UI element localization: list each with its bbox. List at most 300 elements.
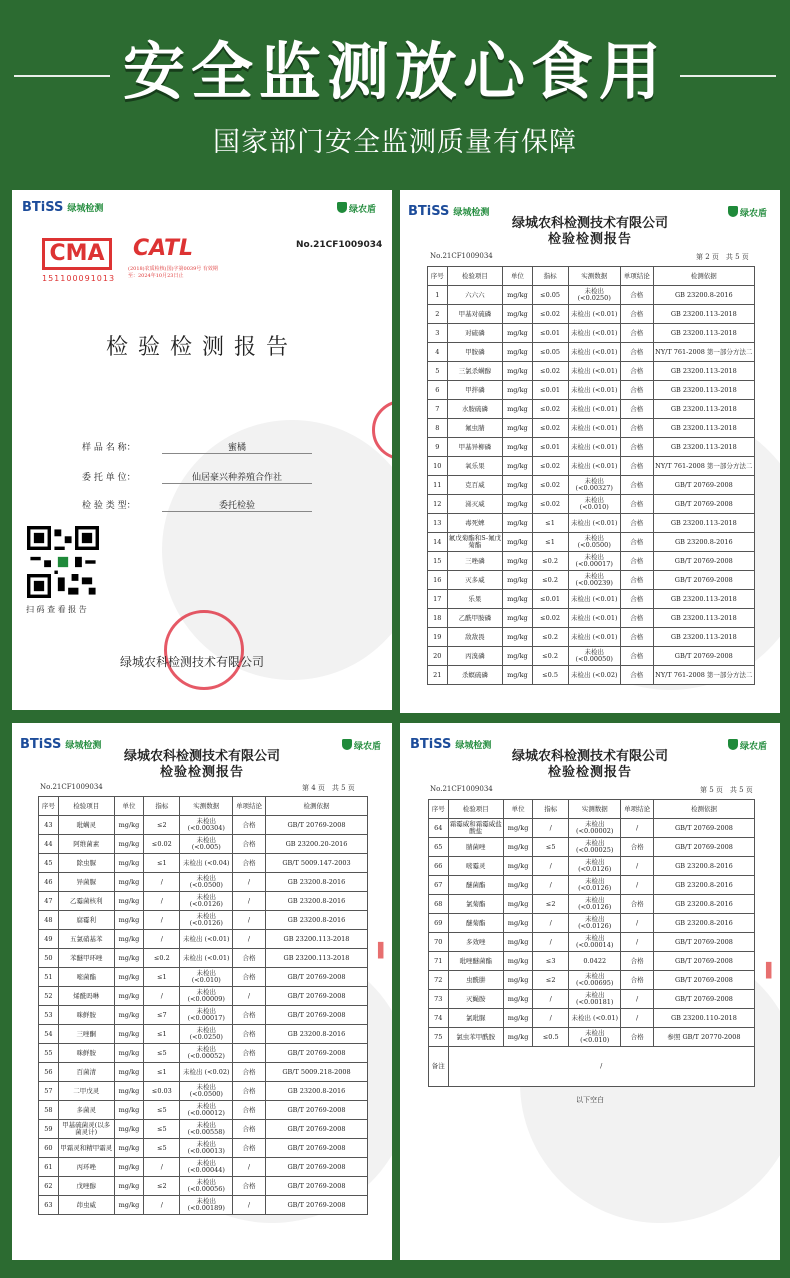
table-cell: GB/T 20769-2008 <box>265 1139 367 1158</box>
table-cell: mg/kg <box>114 892 144 911</box>
table-header-row <box>39 797 368 816</box>
table-cell: GB/T 20769-2008 <box>653 952 754 971</box>
table-cell: 氯虫苯甲酰胺 <box>448 1028 503 1047</box>
table-cell: mg/kg <box>114 1082 144 1101</box>
table-cell: mg/kg <box>503 1028 532 1047</box>
table-cell: 未检出 (<0.00025) <box>569 838 621 857</box>
table-cell: 合格 <box>233 1082 266 1101</box>
table-cell: ≤7 <box>144 1006 180 1025</box>
cover-company: 绿城农科检测技术有限公司 <box>120 655 265 669</box>
table-cell: 未检出 (<0.01) <box>568 400 620 419</box>
table-cell: mg/kg <box>114 1196 144 1215</box>
table-cell: 72 <box>429 971 449 990</box>
table-cell: 吡唑醚菌酯 <box>448 952 503 971</box>
table-cell: 合格 <box>620 362 653 381</box>
table-row <box>428 381 755 400</box>
table-cell: GB 23200.113-2018 <box>653 305 754 324</box>
table-cell: / <box>533 933 569 952</box>
cover-title: 检验检测报告 <box>105 335 298 360</box>
table-cell: / <box>533 876 569 895</box>
table-cell: 未检出 (<0.04) <box>180 854 233 873</box>
table-cell: ≤0.02 <box>532 457 568 476</box>
table-cell: 0.0422 <box>569 952 621 971</box>
table-cell: GB/T 20769-2008 <box>653 838 754 857</box>
table-cell: / <box>621 990 654 1009</box>
table-cell: 9 <box>428 438 448 457</box>
table-cell: 未检出 (<0.01) <box>568 362 620 381</box>
table-cell: 4 <box>428 343 448 362</box>
lvnongdun-logo: 绿农盾 <box>728 739 767 752</box>
table-row <box>429 819 755 838</box>
table-cell: 70 <box>429 933 449 952</box>
table-cell: 74 <box>429 1009 449 1028</box>
table-cell: mg/kg <box>503 533 532 552</box>
table-cell: 杀螟硫磷 <box>447 666 503 685</box>
table-cell: 合格 <box>620 381 653 400</box>
report-company: 绿城农科检测技术有限公司 <box>511 749 668 764</box>
table-cell: 合格 <box>621 838 654 857</box>
table-cell: 丙溴磷 <box>447 647 503 666</box>
table-cell: mg/kg <box>114 1101 144 1120</box>
table-cell: 合格 <box>620 286 653 305</box>
table-cell: mg/kg <box>114 1120 144 1139</box>
table-row <box>428 286 755 305</box>
table-row <box>428 400 755 419</box>
table-cell: 灭多威 <box>447 571 503 590</box>
table-cell: / <box>621 857 654 876</box>
table-cell: ≤5 <box>533 838 569 857</box>
table-cell: mg/kg <box>503 819 532 838</box>
table-row <box>428 533 755 552</box>
table-cell: 甲霜灵和精甲霜灵 <box>58 1139 114 1158</box>
cover-report-number: No.21CF1009034 <box>296 240 383 250</box>
table-row <box>39 1006 368 1025</box>
table-header-row <box>428 267 755 286</box>
table-cell: 未检出 (<0.01) <box>569 1009 621 1028</box>
table-cell: 未检出 (<0.02) <box>180 1063 233 1082</box>
table-cell: GB 23200.8-2016 <box>265 873 367 892</box>
table-cell: GB 23200.113-2018 <box>653 628 754 647</box>
table-cell: 合格 <box>620 533 653 552</box>
table-cell: / <box>533 819 569 838</box>
shield-icon <box>337 202 347 213</box>
column-header: 实测数据 <box>568 267 620 286</box>
table-cell: / <box>533 1009 569 1028</box>
table-cell: mg/kg <box>114 930 144 949</box>
table-cell: ≤5 <box>144 1120 180 1139</box>
table-cell: mg/kg <box>114 1044 144 1063</box>
table-cell: GB/T 20769-2008 <box>653 933 754 952</box>
table-cell: GB 23200.113-2018 <box>265 949 367 968</box>
table-cell: mg/kg <box>114 1025 144 1044</box>
table-cell: mg/kg <box>114 1177 144 1196</box>
table-cell: mg/kg <box>114 949 144 968</box>
table-cell: 氟戊菊酯和S-氟戊菊酯 <box>447 533 503 552</box>
table-row <box>428 666 755 685</box>
column-header: 单项结论 <box>620 267 653 286</box>
blank-below-note: 以下空白 <box>576 1096 604 1104</box>
page-number: 第 5 页 共 5 页 <box>700 786 753 794</box>
table-cell: GB 23200.8-2016 <box>653 895 754 914</box>
table-cell: 多效唑 <box>448 933 503 952</box>
table-row <box>429 933 755 952</box>
table-cell: 63 <box>39 1196 59 1215</box>
table-row <box>428 590 755 609</box>
table-cell: ≤0.2 <box>144 949 180 968</box>
table-row <box>429 990 755 1009</box>
btiss-logo: BTiSS 绿城检测 <box>410 737 492 752</box>
table-cell: 虫酰肼 <box>448 971 503 990</box>
table-cell: 毒死蜱 <box>447 514 503 533</box>
table-cell: mg/kg <box>503 476 532 495</box>
table-cell: / <box>533 914 569 933</box>
table-cell: mg/kg <box>503 895 532 914</box>
table-cell: GB 23200.8-2016 <box>265 892 367 911</box>
table-cell: ≤0.02 <box>532 609 568 628</box>
table-cell: mg/kg <box>503 933 532 952</box>
table-cell: mg/kg <box>114 911 144 930</box>
table-cell: 未检出 (<0.010) <box>568 495 620 514</box>
table-cell: GB/T 20769-2008 <box>653 495 754 514</box>
table-cell: mg/kg <box>503 952 532 971</box>
table-cell: 合格 <box>620 324 653 343</box>
table-cell: 15 <box>428 552 448 571</box>
header-banner <box>0 0 790 190</box>
table-cell: GB 23200.8-2016 <box>265 1025 367 1044</box>
table-cell: 氧乐果 <box>447 457 503 476</box>
table-cell: GB/T 5009.218-2008 <box>265 1063 367 1082</box>
table-cell: mg/kg <box>114 987 144 1006</box>
table-cell: 合格 <box>233 1139 266 1158</box>
table-row <box>429 1028 755 1047</box>
table-cell: 未检出 (<0.0500) <box>180 873 233 892</box>
table-row <box>429 895 755 914</box>
table-cell: 未检出 (<0.0250) <box>568 286 620 305</box>
table-row <box>39 911 368 930</box>
table-cell: GB 23200.8-2016 <box>653 914 754 933</box>
table-row <box>39 1177 368 1196</box>
table-cell: 未检出 (<0.02) <box>568 666 620 685</box>
table-cell: GB/T 20769-2008 <box>265 816 367 835</box>
table-cell: mg/kg <box>503 400 532 419</box>
table-cell: GB 23200.8-2016 <box>653 286 754 305</box>
report-title: 检验检测报告 <box>547 765 632 780</box>
table-cell: 合格 <box>621 895 654 914</box>
table-cell: ≤0.01 <box>532 438 568 457</box>
table-cell: 未检出 (<0.01) <box>180 930 233 949</box>
table-cell: mg/kg <box>503 971 532 990</box>
table-cell: ≤0.2 <box>532 628 568 647</box>
table-cell: GB 23200.113-2018 <box>653 381 754 400</box>
table-cell: 五氯硝基苯 <box>58 930 114 949</box>
table-cell: GB 23200.113-2018 <box>653 419 754 438</box>
table-cell: 茚虫威 <box>58 1196 114 1215</box>
table-cell: 未检出 (<0.00017) <box>568 552 620 571</box>
table-cell: 三唑磷 <box>447 552 503 571</box>
column-header: 指标 <box>533 800 569 819</box>
table-cell: ≤0.5 <box>532 666 568 685</box>
table-cell: 12 <box>428 495 448 514</box>
table-cell: 未检出 (<0.0126) <box>569 895 621 914</box>
table-cell: 未检出 (<0.010) <box>569 1028 621 1047</box>
table-cell: 64 <box>429 819 449 838</box>
table-cell: mg/kg <box>114 835 144 854</box>
remark-label: 备注 <box>429 1047 449 1087</box>
table-cell: 未检出 (<0.00009) <box>180 987 233 1006</box>
table-cell: ≤5 <box>144 1044 180 1063</box>
table-cell: 敌敌畏 <box>447 628 503 647</box>
table-cell: 水胺硫磷 <box>447 400 503 419</box>
lvnongdun-logo: 绿农盾 <box>728 206 767 219</box>
table-cell: GB/T 20769-2008 <box>265 1101 367 1120</box>
table-cell: 合格 <box>621 952 654 971</box>
edge-seal-mark: ▌ <box>766 963 777 979</box>
table-row <box>39 930 368 949</box>
table-cell: 氯吡脲 <box>448 1009 503 1028</box>
table-cell: 未检出 (<0.0500) <box>180 1082 233 1101</box>
table-cell: ≤0.05 <box>532 286 568 305</box>
edge-seal-mark: ▌ <box>378 943 389 959</box>
table-cell: 5 <box>428 362 448 381</box>
table-cell: / <box>621 1009 654 1028</box>
table-cell: / <box>621 914 654 933</box>
table-cell: 62 <box>39 1177 59 1196</box>
table-cell: GB 23200.110-2018 <box>653 1009 754 1028</box>
table-cell: mg/kg <box>114 1006 144 1025</box>
table-cell: 未检出 (<0.00056) <box>180 1177 233 1196</box>
report-page-2 <box>400 190 780 713</box>
table-row <box>39 816 368 835</box>
table-cell: mg/kg <box>114 1139 144 1158</box>
table-row <box>428 514 755 533</box>
table-cell: 丙环唑 <box>58 1158 114 1177</box>
table-cell: 百菌清 <box>58 1063 114 1082</box>
table-cell: 合格 <box>620 609 653 628</box>
table-row <box>428 609 755 628</box>
field-label-client: 委 托 单 位： <box>82 473 136 483</box>
table-cell: mg/kg <box>503 590 532 609</box>
table-header-row <box>429 800 755 819</box>
table-cell: 未检出 (<0.0126) <box>569 876 621 895</box>
table-cell: GB 23200.113-2018 <box>265 930 367 949</box>
table-cell: GB/T 20769-2008 <box>265 1044 367 1063</box>
table-cell: 未检出 (<0.0126) <box>180 892 233 911</box>
table-row <box>428 438 755 457</box>
table-row <box>428 476 755 495</box>
table-cell: 48 <box>39 911 59 930</box>
table-cell: 未检出 (<0.005) <box>180 835 233 854</box>
table-cell: ≤5 <box>144 1101 180 1120</box>
table-cell: mg/kg <box>503 876 532 895</box>
table-cell: 69 <box>429 914 449 933</box>
page-subtitle: 国家部门安全监测质量有保障 <box>213 127 577 158</box>
table-cell: / <box>144 930 180 949</box>
table-cell: mg/kg <box>503 838 532 857</box>
table-cell: 2 <box>428 305 448 324</box>
table-cell: mg/kg <box>503 647 532 666</box>
table-cell: 未检出 (<0.01) <box>568 343 620 362</box>
table-cell: 合格 <box>233 1044 266 1063</box>
table-row <box>39 968 368 987</box>
table-cell: 未检出 (<0.00044) <box>180 1158 233 1177</box>
report-company: 绿城农科检测技术有限公司 <box>123 749 280 764</box>
table-cell: 合格 <box>621 1028 654 1047</box>
table-cell: ≤0.2 <box>532 647 568 666</box>
table-cell: mg/kg <box>503 571 532 590</box>
table-row <box>428 571 755 590</box>
table-cell: 未检出 (<0.00012) <box>180 1101 233 1120</box>
table-cell: mg/kg <box>503 914 532 933</box>
table-row <box>39 1139 368 1158</box>
table-cell: 55 <box>39 1044 59 1063</box>
table-cell: 49 <box>39 930 59 949</box>
table-cell: GB/T 20769-2008 <box>653 552 754 571</box>
table-row <box>429 952 755 971</box>
table-cell: 14 <box>428 533 448 552</box>
table-cell: 合格 <box>233 1025 266 1044</box>
table-cell: mg/kg <box>503 438 532 457</box>
table-cell: ≤1 <box>144 854 180 873</box>
table-cell: mg/kg <box>503 609 532 628</box>
table-row <box>428 628 755 647</box>
table-cell: GB/T 20769-2008 <box>265 1196 367 1215</box>
table-row <box>428 343 755 362</box>
table-cell: GB/T 20769-2008 <box>265 1006 367 1025</box>
table-cell: 68 <box>429 895 449 914</box>
table-cell: 47 <box>39 892 59 911</box>
table-cell: 17 <box>428 590 448 609</box>
table-cell: 氟虫腈 <box>447 419 503 438</box>
page-title: 安全监测放心食用 <box>122 35 667 108</box>
results-table <box>38 796 368 1215</box>
column-header: 指标 <box>144 797 180 816</box>
table-cell: 18 <box>428 609 448 628</box>
table-cell: 乐果 <box>447 590 503 609</box>
table-row <box>39 949 368 968</box>
table-cell: GB/T 20769-2008 <box>265 968 367 987</box>
table-cell: 未检出 (<0.01) <box>180 949 233 968</box>
table-cell: 灭蝇胺 <box>448 990 503 1009</box>
table-cell: mg/kg <box>503 514 532 533</box>
table-cell: 46 <box>39 873 59 892</box>
table-row <box>428 362 755 381</box>
lvnongdun-logo: 绿农盾 <box>337 202 376 215</box>
table-cell: 未检出 (<0.0126) <box>569 914 621 933</box>
table-cell: ≤2 <box>144 1177 180 1196</box>
table-cell: ≤2 <box>144 816 180 835</box>
table-cell: GB 23200.8-2016 <box>265 911 367 930</box>
table-cell: GB 23200.113-2018 <box>653 400 754 419</box>
page-number: 第 4 页 共 5 页 <box>302 784 355 792</box>
table-row <box>429 876 755 895</box>
table-cell: NY/T 761-2008 第一部分方法二 <box>653 457 754 476</box>
table-cell: mg/kg <box>114 816 144 835</box>
table-cell: 嘧霉灵 <box>448 857 503 876</box>
table-row <box>39 1120 368 1139</box>
table-cell: ≤5 <box>144 1139 180 1158</box>
table-cell: mg/kg <box>503 324 532 343</box>
table-cell: ≤1 <box>532 533 568 552</box>
table-cell: / <box>233 892 266 911</box>
table-cell: 合格 <box>620 343 653 362</box>
table-cell: mg/kg <box>114 873 144 892</box>
table-cell: mg/kg <box>114 1158 144 1177</box>
table-cell: 未检出 (<0.010) <box>180 968 233 987</box>
table-row <box>429 1009 755 1028</box>
btiss-logo: BTiSS 绿城检测 <box>408 204 490 219</box>
field-value-sample: 蜜橘 <box>162 440 312 454</box>
table-cell: 未检出 (<0.0250) <box>180 1025 233 1044</box>
table-cell: 甲拌磷 <box>447 381 503 400</box>
table-cell: 56 <box>39 1063 59 1082</box>
table-cell: ≤1 <box>144 1063 180 1082</box>
table-cell: / <box>533 857 569 876</box>
table-cell: GB/T 20769-2008 <box>653 819 754 838</box>
table-cell: 苯醚甲环唑 <box>58 949 114 968</box>
report-title: 检验检测报告 <box>159 765 244 780</box>
table-cell: 涕灭威 <box>447 495 503 514</box>
table-cell: 合格 <box>620 628 653 647</box>
table-cell: ≤1 <box>532 514 568 533</box>
column-header: 单项结论 <box>233 797 266 816</box>
table-cell: GB/T 20769-2008 <box>265 1158 367 1177</box>
table-row <box>39 892 368 911</box>
table-cell: 甲基异柳磷 <box>447 438 503 457</box>
table-cell: mg/kg <box>114 854 144 873</box>
table-cell: 乙酰甲胺磷 <box>447 609 503 628</box>
table-cell: GB 23200.113-2018 <box>653 514 754 533</box>
table-cell: ≤3 <box>533 952 569 971</box>
table-cell: mg/kg <box>503 419 532 438</box>
column-header: 序号 <box>429 800 449 819</box>
table-cell: 合格 <box>233 1101 266 1120</box>
table-cell: 克百威 <box>447 476 503 495</box>
table-cell: ≤0.02 <box>532 476 568 495</box>
table-cell: 45 <box>39 854 59 873</box>
table-cell: 合格 <box>620 666 653 685</box>
table-row <box>429 971 755 990</box>
table-cell: GB/T 20769-2008 <box>653 971 754 990</box>
table-row <box>39 835 368 854</box>
table-cell: 合格 <box>620 514 653 533</box>
table-cell: GB 23200.8-2016 <box>653 857 754 876</box>
table-cell: ≤0.02 <box>532 495 568 514</box>
table-cell: 7 <box>428 400 448 419</box>
remark-value: / <box>448 1047 754 1087</box>
table-row <box>428 305 755 324</box>
table-cell: mg/kg <box>503 990 532 1009</box>
table-cell: ≤0.02 <box>532 362 568 381</box>
scan-qr-label: 扫 码 查 看 报 告 <box>26 605 87 614</box>
table-cell: mg/kg <box>503 305 532 324</box>
table-cell: 73 <box>429 990 449 1009</box>
table-cell: 参照 GB/T 20770-2008 <box>653 1028 754 1047</box>
table-cell: 未检出 (<0.01) <box>568 590 620 609</box>
report-page-4 <box>12 723 392 1260</box>
table-cell: 吡螨灵 <box>58 816 114 835</box>
report-number: No.21CF1009034 <box>430 252 493 260</box>
table-cell: 氯菊酯 <box>448 895 503 914</box>
table-row <box>39 987 368 1006</box>
table-cell: 除虫脲 <box>58 854 114 873</box>
table-cell: mg/kg <box>503 457 532 476</box>
table-cell: mg/kg <box>503 666 532 685</box>
table-cell: 未检出 (<0.00327) <box>568 476 620 495</box>
cma-mark: CMA <box>42 238 112 270</box>
table-cell: GB 23200.113-2018 <box>653 324 754 343</box>
table-cell: ≤0.02 <box>144 835 180 854</box>
table-cell: 50 <box>39 949 59 968</box>
